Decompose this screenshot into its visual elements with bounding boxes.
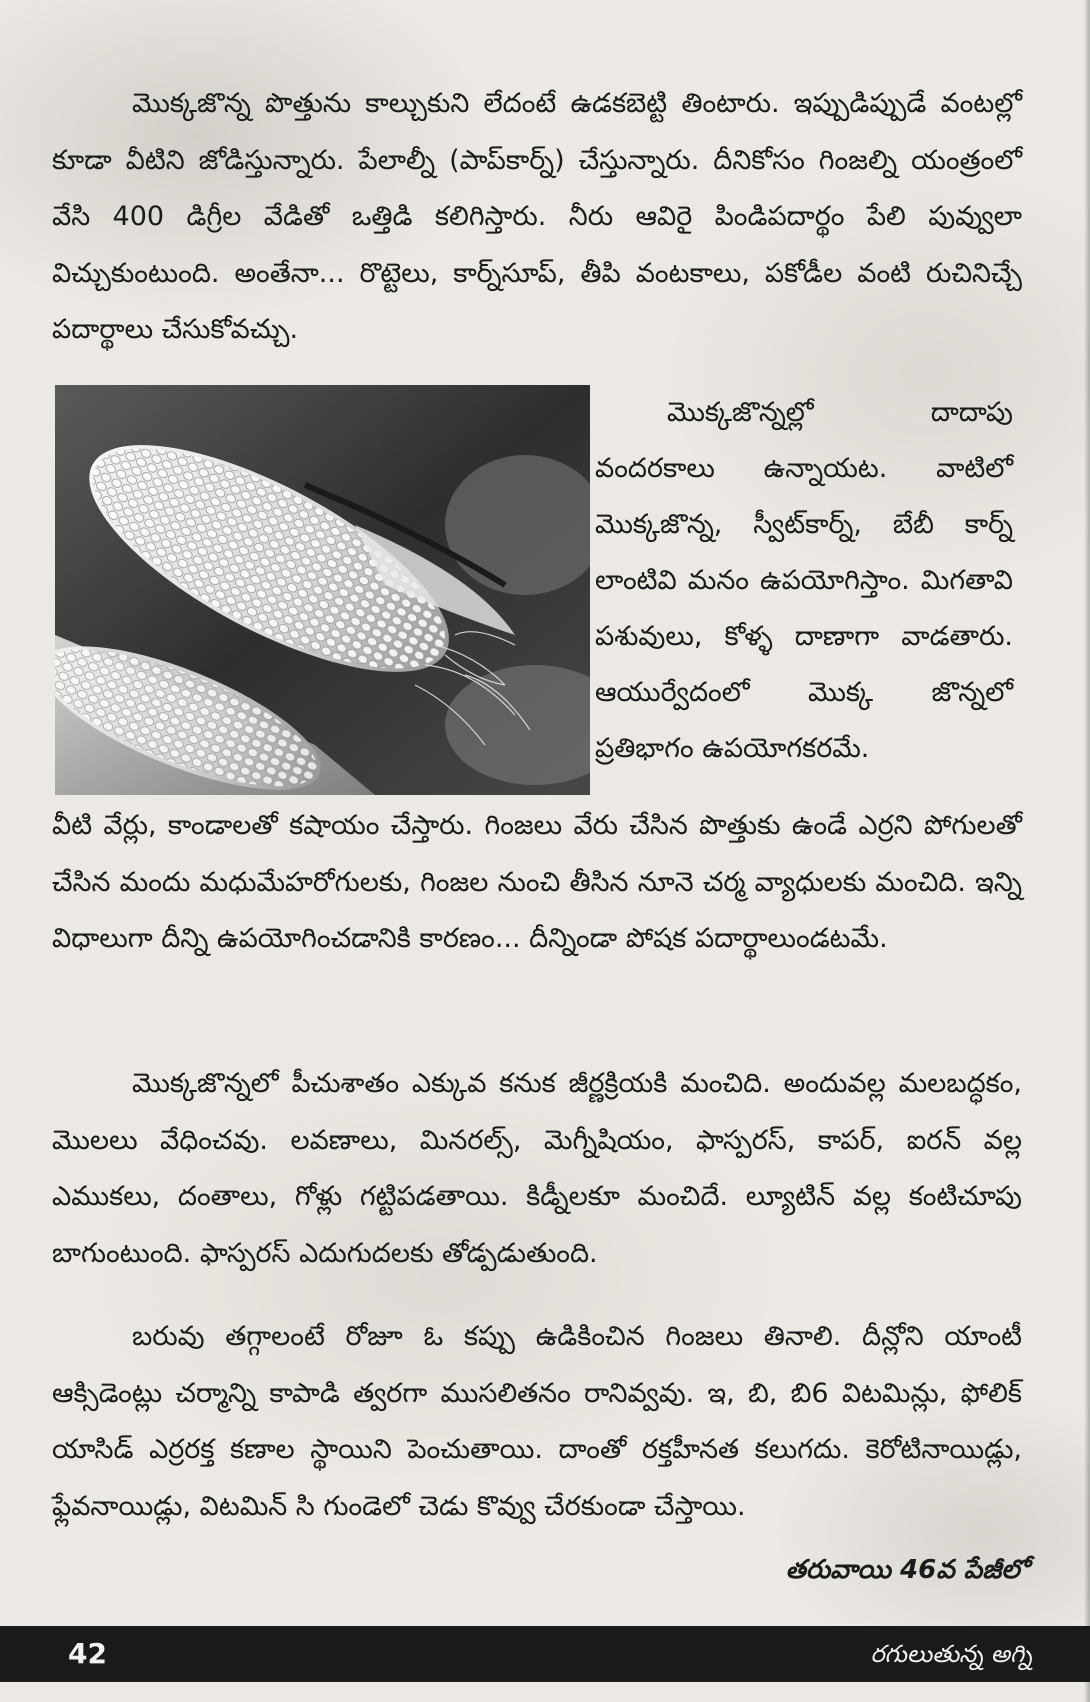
paragraph-weight-loss <box>52 1309 1022 1535</box>
paragraph-varieties-side-text: మొక్కజొన్నల్లో దాదాపు వందరకాలు ఉన్నాయట. వాటిలో మొక్కజొన్న, స్వీట్‌కార్న్, బేబీ కార్న్ లాంటివి మనం ఉపయోగిస్తాం. మిగతావి పశువులు, కోళ్ళ దాణాగా వాడతారు. ఆయుర్వేదంలో మొక్క జొన్నలో ప్రతిభాగం ఉపయోగకరమే. <box>595 397 1013 764</box>
paragraph-varieties-side <box>595 385 1013 777</box>
page-edge-shadow <box>1084 0 1090 1702</box>
paragraph-varieties-continued: వీటి వేర్లు, కాండాలతో కషాయం చేస్తారు. గింజలు వేరు చేసిన పొత్తుకు ఉండే ఎర్రని పోగులతో చేసిన మందు మధుమేహరోగులకు, గింజల నుంచి తీసిన నూనె చర్మ వ్యాధులకు మంచిది. ఇన్ని విధాలుగా దీన్ని ఉపయోగించడానికి కారణం... దీన్నిండా పోషక పదార్థాలుండటమే. <box>52 810 1022 954</box>
running-title: రగులుతున్న అగ్ని <box>870 1640 1032 1668</box>
continued-on-page-note: తరువాయి 46వ పేజీలో <box>785 1555 1028 1585</box>
paragraph-digestion-text: మొక్కజొన్నలో పీచుశాతం ఎక్కువ కనుక జీర్ణక్రియకి మంచిది. అందువల్ల మలబద్ధకం, మొలలు వేధించవు. లవణాలు, మినరల్స్, మెగ్నీషియం, ఫాస్పరస్, కాపర్, ఐరన్ వల్ల ఎముకలు, దంతాలు, గోళ్లు గట్టిపడతాయి. కిడ్నీలకూ మంచిదే. ల్యూటిన్ వల్ల కంటిచూపు బాగుంటుంది. ఫాస్పరస్ ఎదుగుదలకు తోడ్పడుతుంది. <box>52 1068 1022 1269</box>
paragraph-intro <box>52 76 1022 359</box>
paragraph-digestion <box>52 1056 1022 1282</box>
corn-cob-illustration <box>55 385 590 795</box>
page-number: 42 <box>68 1637 107 1670</box>
paragraph-weight-loss-text: బరువు తగ్గాలంటే రోజూ ఓ కప్పు ఉడికించిన గింజలు తినాలి. దీన్లోని యాంటీ ఆక్సిడెంట్లు చర్మాన్ని కాపాడి త్వరగా ముసలితనం రానివ్వవు. ఇ, బి, బి6 విటమిన్లు, ఫోలిక్ యాసిడ్ ఎర్రరక్త కణాల స్థాయిని పెంచుతాయి. దాంతో రక్తహీనత కలుగదు. కెరోటినాయిడ్లు, ఫ్లేవనాయిడ్లు, విటమిన్ సి గుండెలో చెడు కొవ్వు చేరకుండా చేస్తాయి. <box>52 1321 1022 1522</box>
paragraph-intro-text: మొక్కజొన్న పొత్తును కాల్చుకుని లేదంటే ఉడకబెట్టి తింటారు. ఇప్పుడిప్పుడే వంటల్లో కూడా వీటిని జోడిస్తున్నారు. పేలాల్నీ (పాప్‌కార్న్) చేస్తున్నారు. దీనికోసం గింజల్ని యంత్రంలో వేసి 400 డిగ్రీల వేడితో ఒత్తిడి కలిగిస్తారు. నీరు ఆవిరై పిండిపదార్థం పేలి పువ్వులా విచ్చుకుంటుంది. అంతేనా... రొట్టెలు, కార్న్‌సూప్, తీపి వంటకాలు, పకోడీల వంటి రుచినిచ్చే పదార్థాలు చేసుకోవచ్చు. <box>52 88 1022 345</box>
corn-photo <box>55 385 590 795</box>
